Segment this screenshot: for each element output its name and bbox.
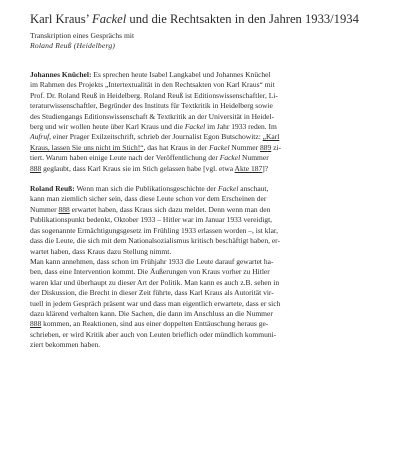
document-body <box>30 70 378 351</box>
issue-link-888[interactable]: 888 <box>30 163 42 173</box>
quote-link[interactable]: „Karl <box>262 132 280 142</box>
paragraph-knuechel: Johannes Knüchel: Es sprechen heute Isabel Langkabel und Johannes Knüchel im Rahmen des Projekts „Intertextualität in den Rechtsakten von Karl Kraus“ mit Prof. Dr. Roland Reuß in Heidelberg. Roland Reuß ist Editionswissenschaftler, Li- teraturwissenschaftler, Begründer des Instituts für Textkritik in Heidelberg sowie des Studiengangs Editionswissenschaft & Textkritik an der Universität in Heidel- berg und wir wollen heute über Karl Kraus und die Fackel im Jahr 1933 reden. Im Aufruf, einer Prager Exilzeitschrift, schrieb der Journalist Egon Butschowitz: „Karl Kraus, lassen Sie uns nicht im Stich!“, das hat Kraus in der Fackel Nummer 889 zi- tiert. Warum haben einige Leute nach der Veröffentlichung der Fackel Nummer 888 geglaubt, dass Karl Kraus sie im Stich gelassen habe [vgl. etwa Akte 187]? <box>30 70 282 173</box>
quote-link[interactable]: Kraus, lassen Sie uns nicht im Stich!“ <box>30 142 144 152</box>
issue-link-889[interactable]: 889 <box>259 142 272 152</box>
document-title: Karl Kraus’ Fackel und die Rechtsakten in den Jahren 1933/1934 <box>30 12 359 26</box>
title-fackel-italic: Fackel <box>92 12 127 26</box>
akte-link-187[interactable]: Akte 187 <box>234 163 263 173</box>
issue-link-888[interactable]: 888 <box>58 204 70 214</box>
paragraph-reuss: Roland Reuß: Wenn man sich die Publikationsgeschichte der Fackel anschaut, kann man ziemlich sicher sein, dass diese Leute schon vor dem Erscheinen der Nummer 888 erwartet haben, dass Kraus sich dazu meldet. Denn wenn man den Publikationspunkt bedenkt, Oktober 1933 – Hitler war im Januar 1933 vereidigt, das sogenannte Ermächtigungsgesetz im Frühling 1933 erlassen worden –, ist klar, dass die Leute, die sich mit dem Nationalsozialismus kritisch beschäftigt haben, er- wartet haben, dass Kraus dazu Stellung nimmt. Man kann annehmen, dass schon im Frühjahr 1933 die Leute darauf gewartet ha- ben, dass eine Intervention kommt. Die Äußerungen von Kraus vorher zu Hitler waren klar und überhaupt zu dieser Art der Politik. Man kann es auch z.B. sehen in der Diskussion, die Brecht in dieser Zeit führte, dass Karl Kraus als Autorität vir- tuell in jedem Gespräch präsent war und dass man eigentlich erwartete, dass er sich dazu klärend verhalten kann. Die Sachen, die dann im Anschluss an die Nummer 888 kommen, an Reaktionen, sind aus einer doppelten Enttäuschung heraus ge- schrieben, er wird Kritik aber auch von Leuten brieflich oder mündlich kommuni- ziert bekommen haben. <box>30 184 281 350</box>
document-header <box>30 11 390 51</box>
document-subtitle: Transkription eines Gesprächs mit <box>30 31 135 40</box>
speaker-name: Roland Reuß: <box>30 184 75 194</box>
document-author: Roland Reuß (Heidelberg) <box>30 41 116 50</box>
speaker-name: Johannes Knüchel: <box>30 70 92 79</box>
issue-link-888[interactable]: 888 <box>30 319 42 329</box>
